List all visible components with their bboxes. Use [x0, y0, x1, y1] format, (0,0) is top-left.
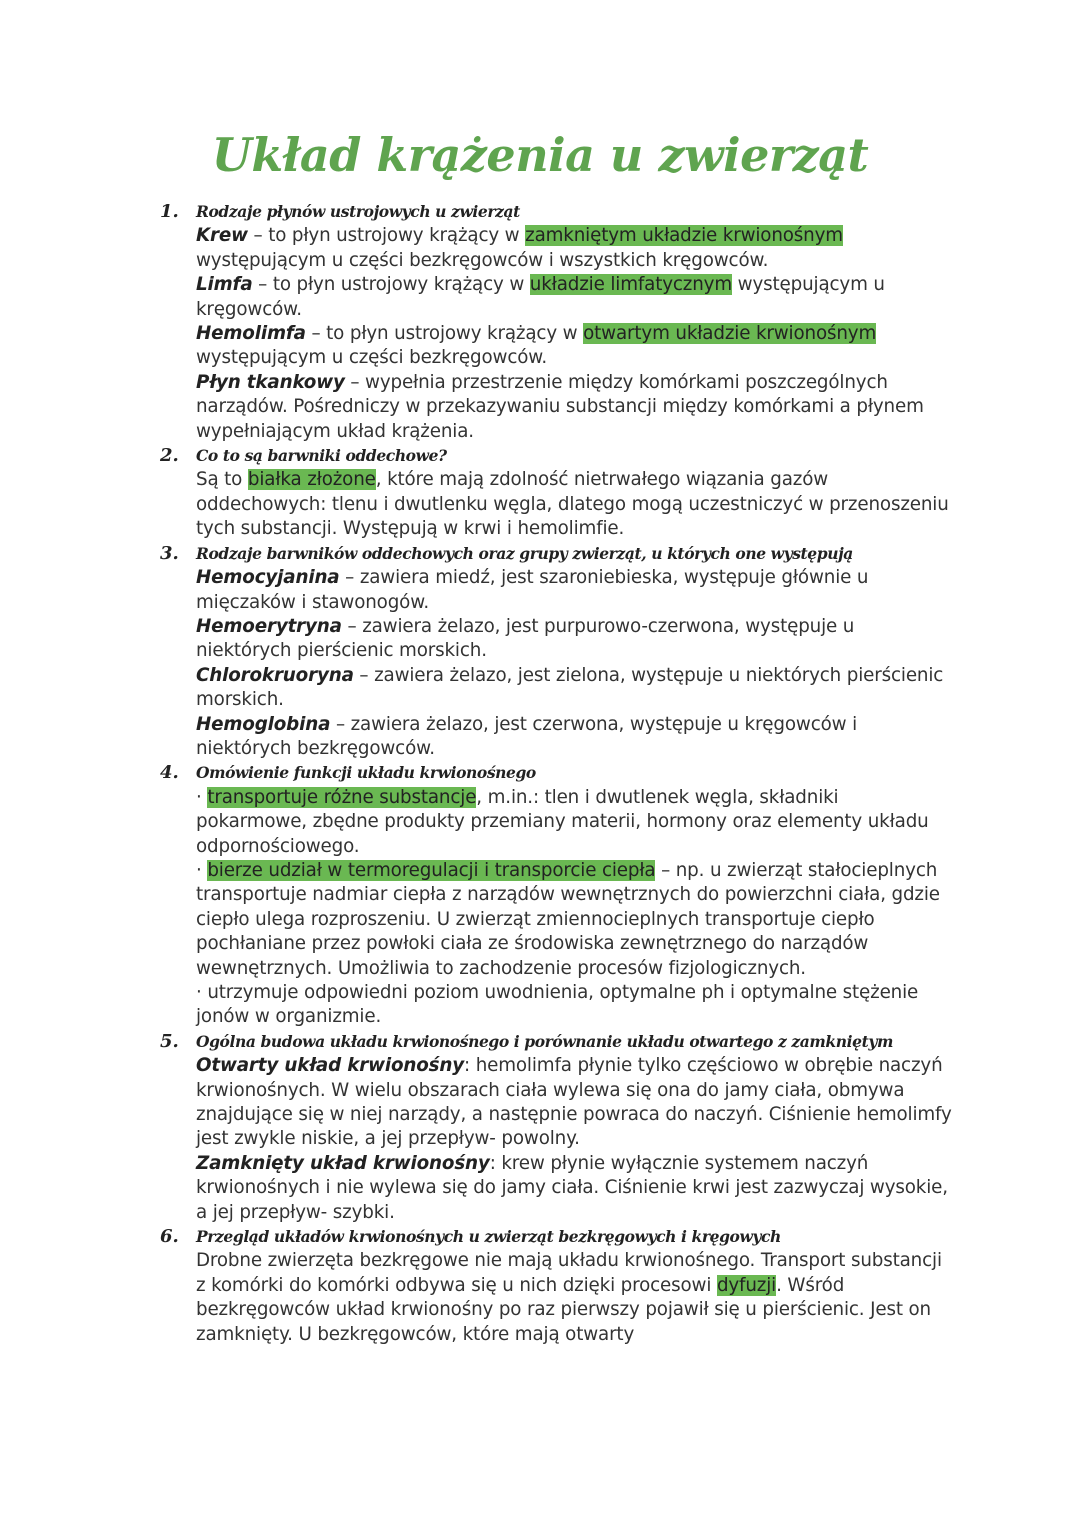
paragraph: [196, 1054, 954, 1152]
paragraph-text: ·: [196, 786, 208, 808]
page-title: Układ krążenia u zwierząt: [211, 128, 869, 182]
section-5: [0, 1030, 1080, 1225]
paragraph-text: . Wśród bezkręgowców układ krwionośny po raz pierwszy pojawił się u pierścienic. Jest on zamknięty. U bezkręgowców, które mają otwarty: [196, 1274, 931, 1345]
paragraph-text: · utrzymuje odpowiedni poziom uwodnienia, optymalne ph i optymalne stężenie jonów w organizmie.: [196, 982, 919, 1028]
paragraph: [196, 1249, 954, 1347]
term-label: Otwarty układ krwionośny: [196, 1055, 465, 1077]
highlighted-text: białka złożone: [247, 469, 376, 491]
section-number: 1.: [160, 201, 179, 222]
section-number: 6.: [160, 1226, 179, 1248]
paragraph: [196, 713, 954, 762]
term-label: Limfa: [196, 274, 253, 296]
section-body: [196, 542, 954, 762]
term-label: Hemoglobina: [196, 713, 331, 735]
highlighted-text: bierze udział w termoregulacji i transporcie ciepła: [207, 859, 656, 881]
section-body: [196, 761, 954, 1029]
paragraph-text: – to płyn ustrojowy krążący w: [252, 274, 530, 296]
paragraph-text: Drobne zwierzęta bezkręgowe nie mają układu krwionośnego. Transport substancji z komórki do komórki odbywa się u nich dzięki procesowi: [196, 1250, 942, 1296]
paragraph: [196, 468, 954, 541]
term-label: Hemoerytryna: [196, 615, 342, 637]
highlighted-text: otwartym układzie krwionośnym: [583, 323, 877, 345]
section-heading: Przegląd układów krwionośnych u zwierząt bezkręgowych i kręgowych: [196, 1227, 781, 1247]
section-6: [0, 1225, 1080, 1347]
paragraph-text: , m.in.: tlen i dwutlenek węgla, składniki pokarmowe, zbędne produkty przemiany materii, hormony oraz elementy układu odpornościowego.: [196, 786, 929, 857]
term-label: Hemocyjanina: [196, 567, 340, 589]
paragraph-text: – to płyn ustrojowy krążący w: [247, 225, 526, 247]
section-body: [196, 1030, 954, 1225]
section-heading: Omówienie funkcji układu krwionośnego: [196, 763, 536, 783]
paragraph-text: – zawiera żelazo, jest zielona, występuje u niektórych pierścienic morskich.: [196, 664, 944, 711]
paragraph: [196, 273, 954, 322]
section-body: [196, 200, 954, 444]
paragraph: [196, 786, 954, 859]
section-number: 2.: [160, 445, 179, 467]
paragraph: [196, 664, 954, 713]
term-label: Zamknięty układ krwionośny: [196, 1152, 490, 1174]
section-list: [0, 200, 1080, 1347]
section-body: [196, 1225, 954, 1347]
highlighted-text: dyfuzji: [716, 1274, 777, 1296]
section-number: 3.: [160, 542, 179, 564]
section-heading: Co to są barwniki oddechowe?: [196, 446, 447, 466]
paragraph: [196, 859, 954, 981]
paragraph-text: – np. u zwierząt stałocieplnych transportuje nadmiar ciepła z narządów wewnętrznych do powierzchni ciała, gdzie ciepło ulega rozproszeniu. U zwierząt zmiennocieplnych transportuje ciepło pochłaniane przez powłoki ciała ze środowiska zewnętrznego do narządów wewnętrznych. Umożliwia to zachodzenie procesów fizjologicznych.: [196, 859, 940, 979]
section-2: [0, 444, 1080, 542]
section-4: [0, 761, 1080, 1029]
highlighted-text: zamkniętym układzie krwionośnym: [525, 225, 843, 247]
paragraph-text: – zawiera miedź, jest szaroniebieska, występuje głównie u mięczaków i stawonogów.: [196, 567, 869, 613]
section-heading: Ogólna budowa układu krwionośnego i porównanie układu otwartego z zamkniętym: [196, 1031, 893, 1051]
paragraph: [196, 566, 954, 615]
section-heading: Rodzaje płynów ustrojowych u zwierząt: [196, 202, 520, 221]
section-1: [0, 200, 1080, 444]
paragraph: [196, 1152, 954, 1225]
paragraph-text: – wypełnia przestrzenie między komórkami poszczególnych narządów. Pośredniczy w przekazywaniu substancji między komórkami a płynem wypełniającym układ krążenia.: [196, 371, 924, 442]
paragraph: [196, 981, 954, 1030]
paragraph-text: – to płyn ustrojowy krążący w: [305, 323, 584, 345]
paragraph-text: : hemolimfa płynie tylko częściowo w obrębie naczyń krwionośnych. W wielu obszarach ciała wylewa się ona do jamy ciała, obmywa znajdujące się w niej narządy, a następnie powraca do naczyń. Ciśnienie hemolimfy jest zwykle niskie, a jej przepływ- powolny.: [196, 1055, 952, 1150]
paragraph-text: : krew płynie wyłącznie systemem naczyń krwionośnych i nie wylewa się do jamy ciała. Ciśnienie krwi jest zazwyczaj wysokie, a jej przepływ- szybki.: [196, 1152, 948, 1223]
paragraph: [196, 322, 954, 371]
highlighted-text: transportuje różne substancje: [207, 786, 477, 808]
paragraph: [196, 615, 954, 664]
term-label: Płyn tkankowy: [196, 371, 345, 393]
paragraph-text: , które mają zdolność nietrwałego wiązania gazów oddechowych: tlenu i dwutlenku węgla, dlatego mogą uczestniczyć w przenoszeniu tych substancji. Występują w krwi i hemolimfie.: [196, 469, 949, 540]
term-label: Krew: [196, 225, 248, 247]
paragraph-text: występującym u części bezkręgowców.: [196, 347, 548, 369]
paragraph-text: występującym u kręgowców.: [196, 274, 885, 320]
section-3: [0, 542, 1080, 762]
paragraph-text: występującym u części bezkręgowców i wszystkich kręgowców.: [196, 249, 769, 271]
paragraph: [196, 371, 954, 444]
paragraph: [196, 224, 954, 273]
paragraph-text: – zawiera żelazo, jest purpurowo-czerwona, występuje u niektórych pierścienic morskich.: [196, 615, 855, 662]
paragraph-text: – zawiera żelazo, jest czerwona, występuje u kręgowców i niektórych bezkręgowców.: [196, 713, 858, 759]
highlighted-text: układzie limfatycznym: [529, 274, 732, 296]
paragraph-text: Są to: [196, 469, 248, 491]
term-label: Hemolimfa: [196, 323, 306, 345]
section-body: [196, 444, 954, 542]
term-label: Chlorokruoryna: [196, 664, 354, 686]
section-number: 5.: [160, 1030, 179, 1052]
paragraph-text: ·: [196, 859, 208, 881]
section-heading: Rodzaje barwników oddechowych oraz grupy zwierząt, u których one występują: [196, 543, 853, 563]
section-number: 4.: [160, 762, 179, 784]
